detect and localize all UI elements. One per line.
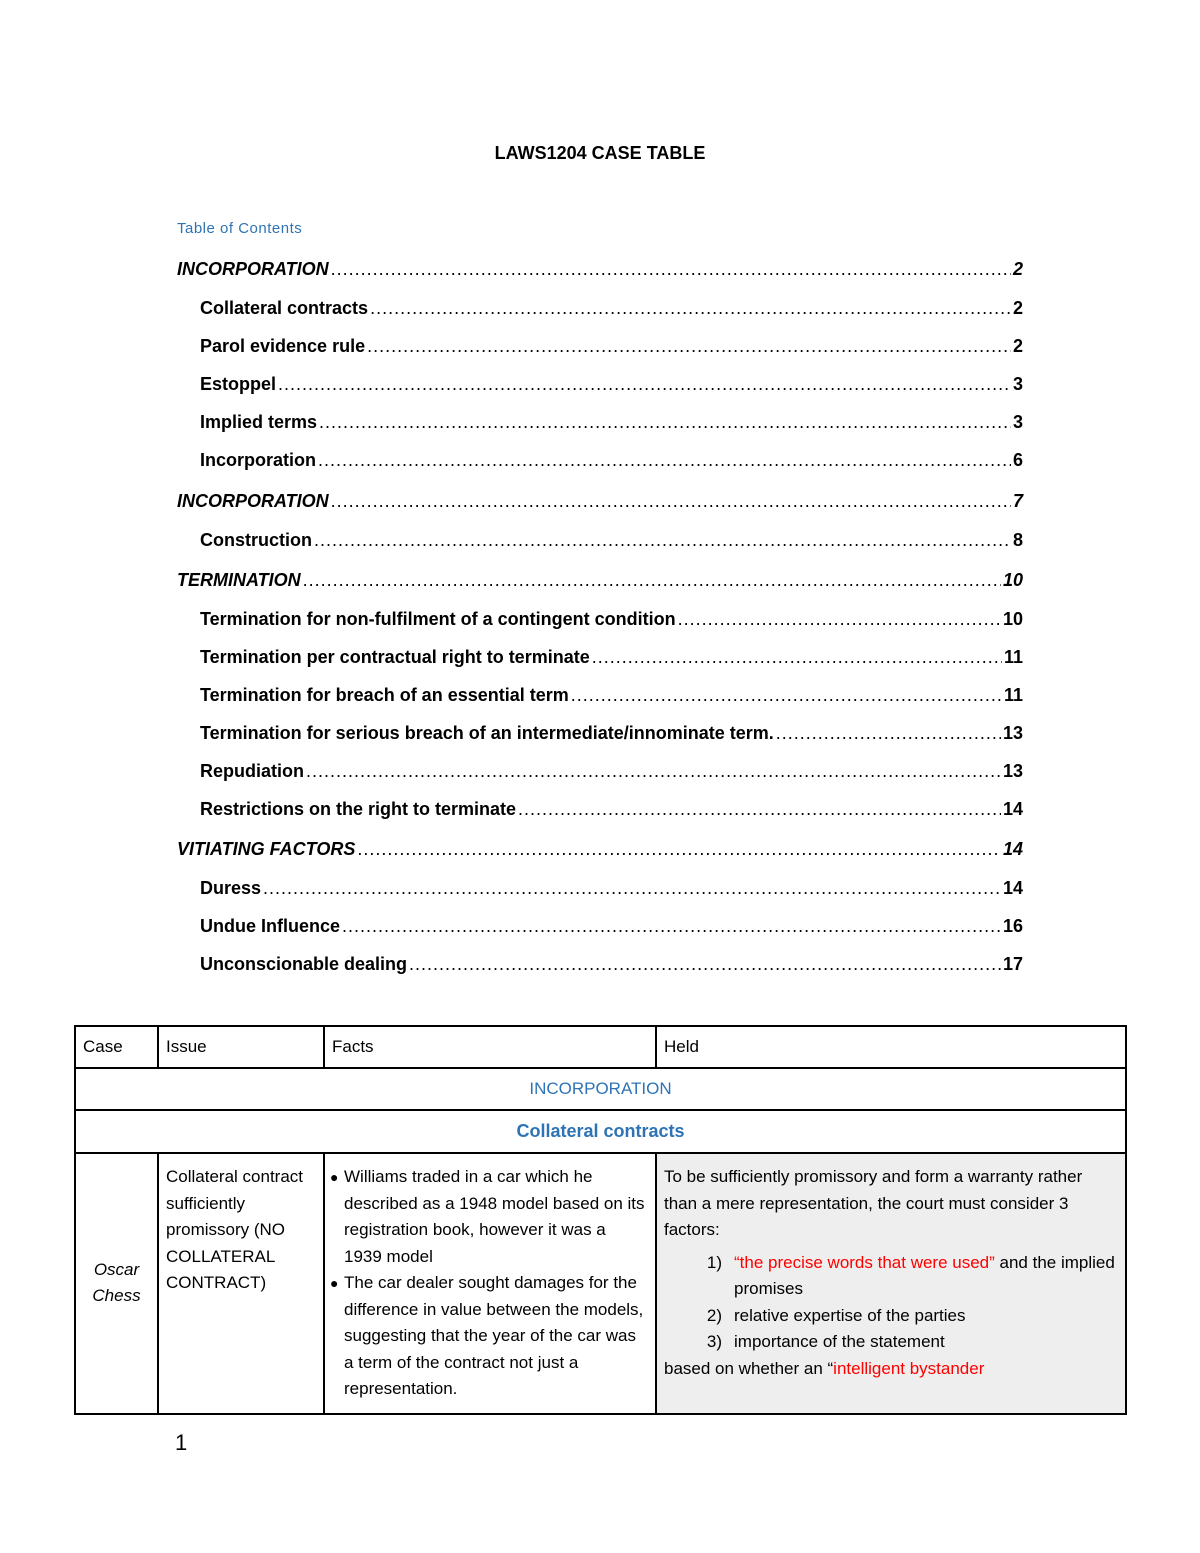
- section-row: [75, 1068, 1126, 1110]
- toc-heading: Table of Contents: [177, 220, 303, 237]
- case-held: [656, 1153, 1126, 1414]
- toc-entry[interactable]: Termination for non-fulfilment of a contingent condition ..... 10: [177, 609, 1023, 633]
- toc-entry[interactable]: Implied terms ..... 3: [177, 412, 1023, 436]
- bullet-icon: ●: [330, 1275, 339, 1291]
- header-issue: Issue: [158, 1026, 324, 1068]
- header-held: Held: [656, 1026, 1126, 1068]
- factor-item: 3) importance of the statement: [706, 1332, 945, 1351]
- factor-list: [664, 1250, 1118, 1356]
- toc-entry[interactable]: Undue Influence ..... 16: [177, 916, 1023, 940]
- case-issue: Collateral contract sufficiently promissory (NO COLLATERAL CONTRACT): [158, 1153, 324, 1414]
- case-facts: [324, 1153, 656, 1414]
- toc-entry[interactable]: Construction ..... 8: [177, 530, 1023, 554]
- table-header-row: [75, 1026, 1126, 1068]
- header-case: Case: [75, 1026, 158, 1068]
- fact-item: ● Williams traded in a car which he described as a 1948 model based on its registration book, however it was a 1939 model: [344, 1164, 648, 1270]
- held-intro: To be sufficiently promissory and form a warranty rather than a mere representation, the court must consider 3 factors:: [664, 1167, 1083, 1239]
- header-facts: Facts: [324, 1026, 656, 1068]
- factor-item: 2) relative expertise of the parties: [706, 1305, 966, 1325]
- toc-entry[interactable]: Estoppel ..... 3: [177, 374, 1023, 398]
- toc-entry[interactable]: TERMINATION ..... 10: [177, 570, 1023, 594]
- table-row: [75, 1153, 1126, 1414]
- bullet-icon: ●: [330, 1169, 339, 1185]
- toc-entry[interactable]: INCORPORATION ..... 7: [177, 491, 1023, 515]
- toc-entry[interactable]: Unconscionable dealing ..... 17: [177, 954, 1023, 978]
- fact-item: ● The car dealer sought damages for the difference in value between the models, suggesting that the year of the car was a term of the contract not just a representation.: [344, 1270, 648, 1403]
- toc-entry[interactable]: Termination for breach of an essential term ..... 11: [177, 685, 1023, 709]
- toc-entry[interactable]: Restrictions on the right to terminate ..... 14: [177, 799, 1023, 823]
- toc-entry[interactable]: Termination per contractual right to terminate ..... 11: [177, 647, 1023, 671]
- case-name: Oscar Chess: [75, 1153, 158, 1414]
- toc-entry[interactable]: Incorporation ..... 6: [177, 450, 1023, 474]
- toc-entry[interactable]: Collateral contracts ..... 2: [177, 298, 1023, 322]
- document-title: LAWS1204 CASE TABLE: [494, 143, 706, 163]
- subsection-heading: Collateral contracts: [75, 1110, 1126, 1153]
- subsection-row: [75, 1110, 1126, 1153]
- toc-entry[interactable]: Repudiation ..... 13: [177, 761, 1023, 785]
- toc-entry[interactable]: Duress ..... 14: [177, 878, 1023, 902]
- section-heading: INCORPORATION: [75, 1068, 1126, 1110]
- held-tail: based on whether an “intelligent bystander: [664, 1358, 985, 1378]
- case-table: [74, 1025, 1127, 1415]
- factor-item: 1) “the precise words that were used” and the implied promises: [706, 1252, 1115, 1298]
- toc-entry[interactable]: INCORPORATION ..... 2: [177, 259, 1023, 283]
- toc-entry[interactable]: Parol evidence rule ..... 2: [177, 336, 1023, 360]
- toc-entry[interactable]: VITIATING FACTORS ..... 14: [177, 839, 1023, 863]
- toc-entry[interactable]: Termination for serious breach of an intermediate/innominate term. ..... 13: [177, 723, 1023, 747]
- page-number: 1: [175, 1430, 188, 1455]
